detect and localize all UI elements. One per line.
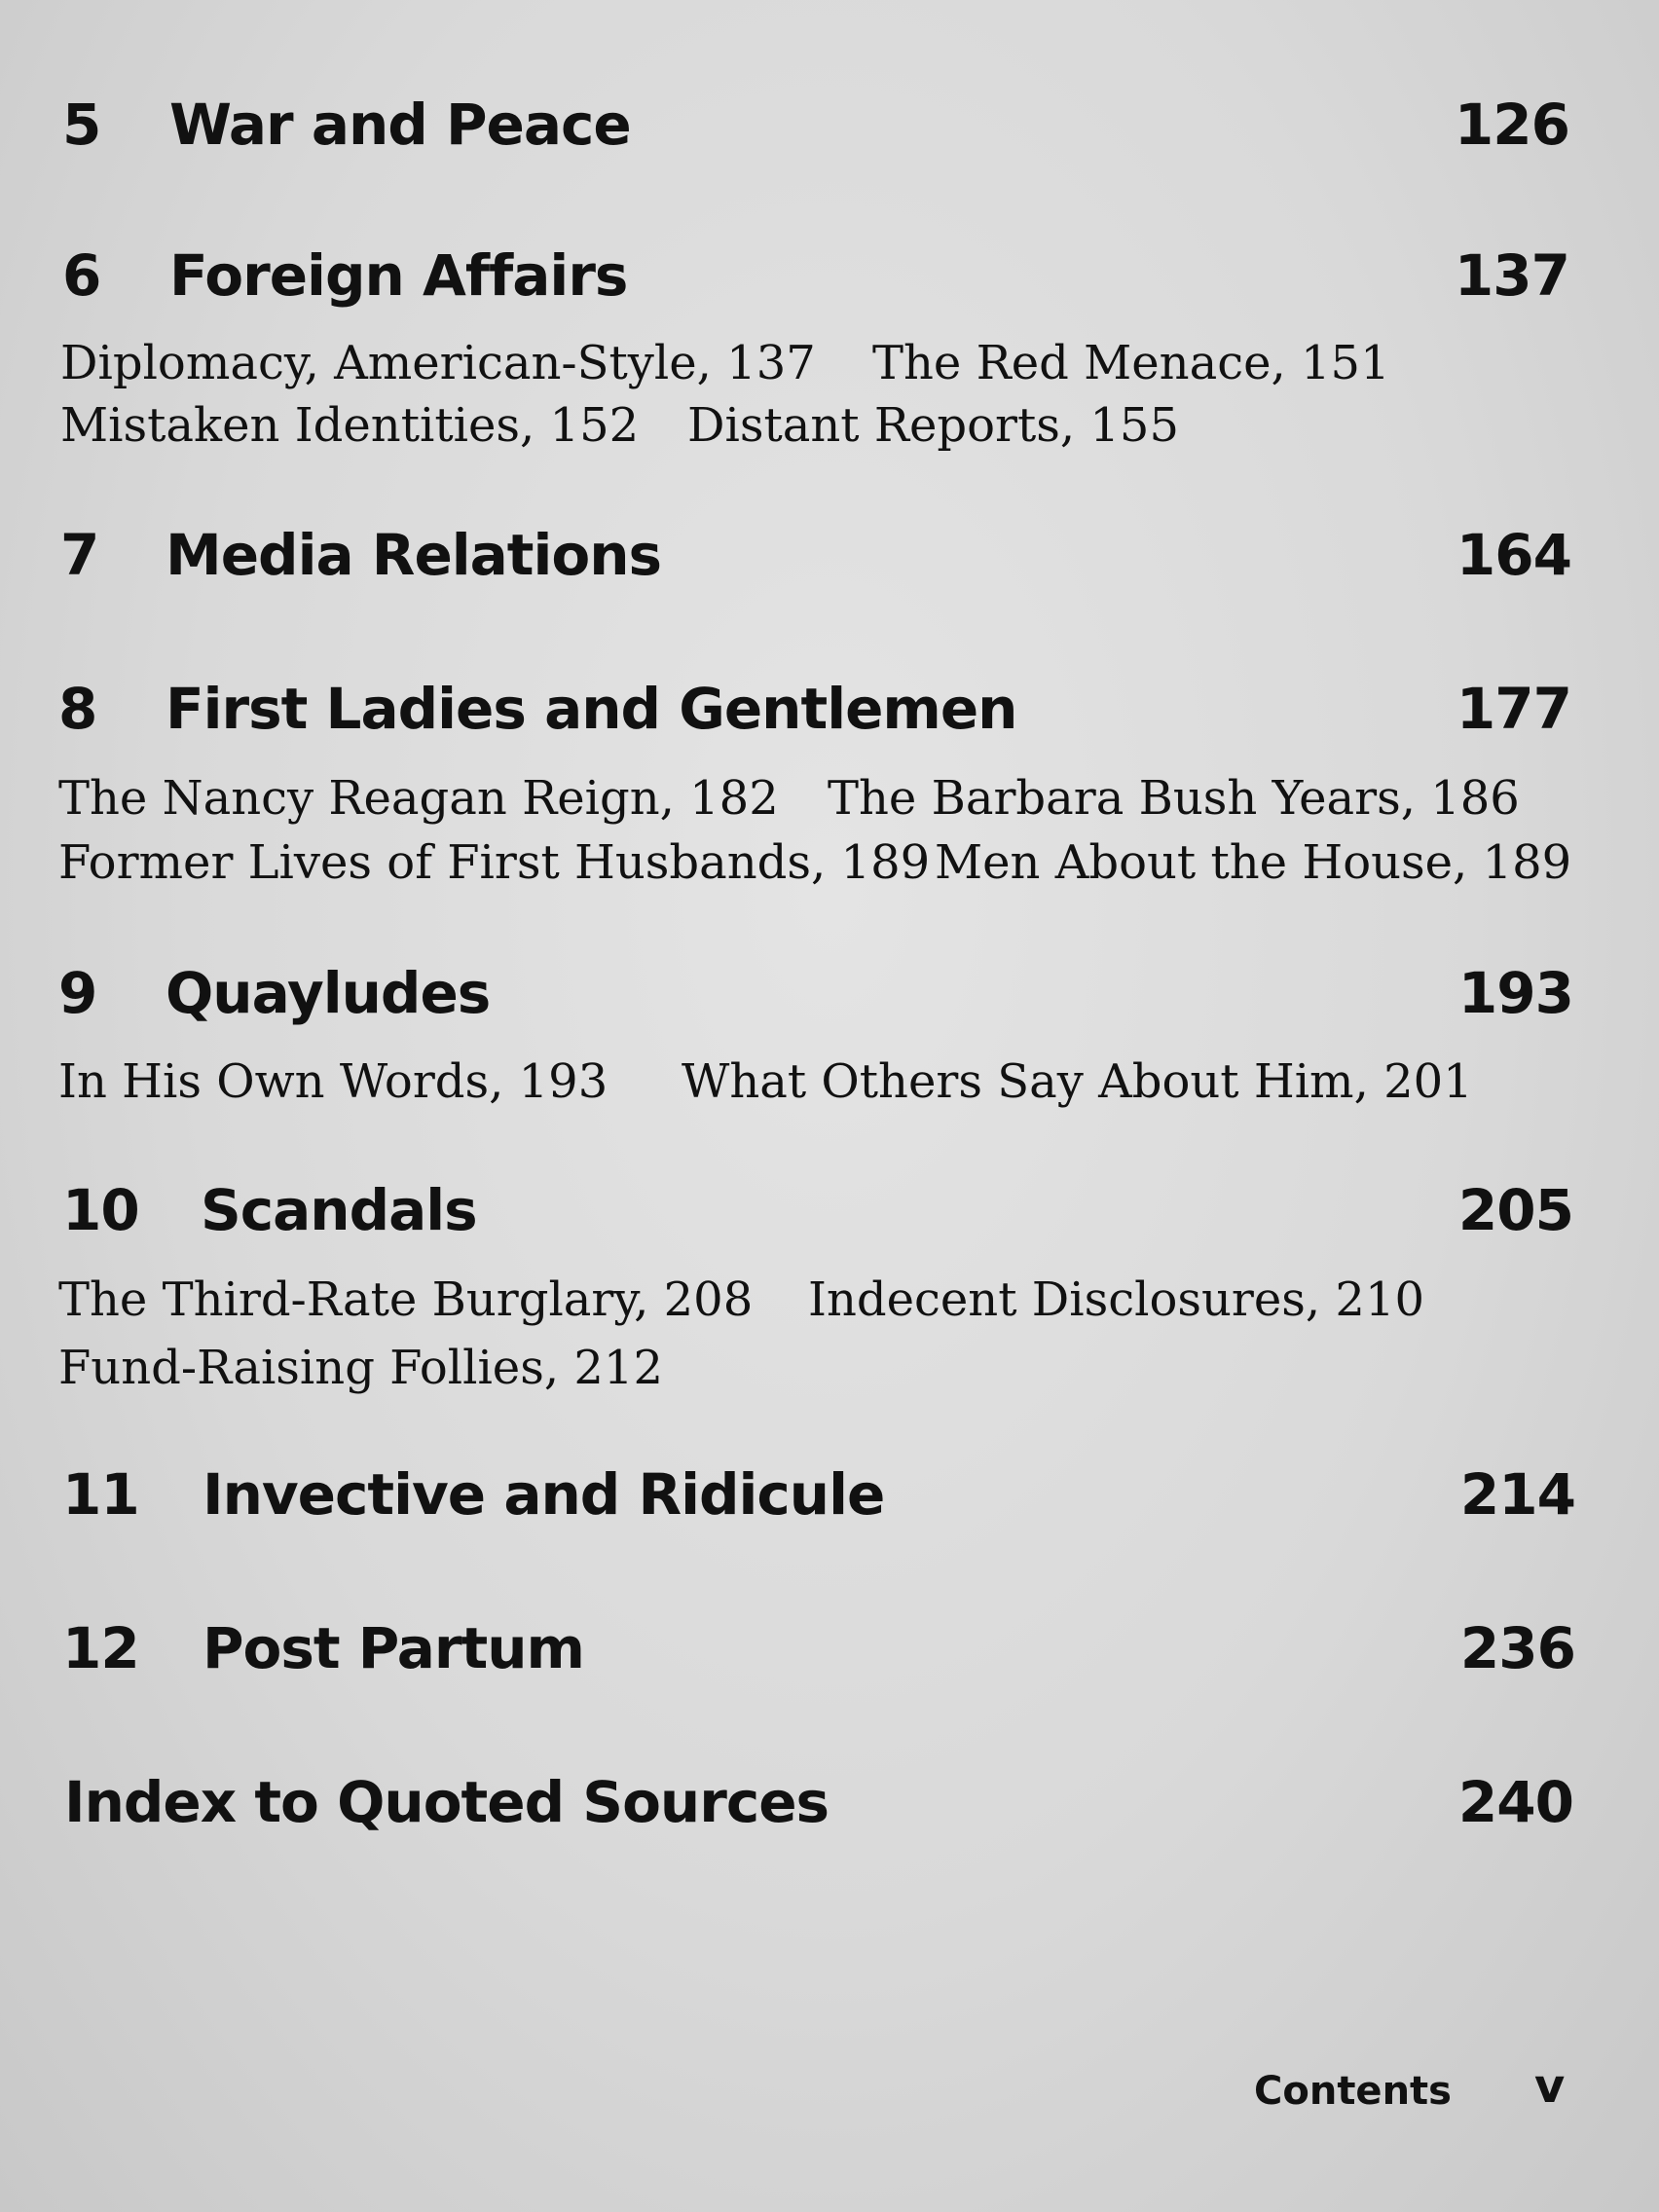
chapter-page-number: 137	[1454, 242, 1569, 309]
chapter-heading	[0, 665, 1659, 753]
chapter-number: 7	[60, 522, 99, 588]
section-entry: The Barbara Bush Years, 186	[828, 771, 1520, 826]
section-entry: The Nancy Reagan Reign, 182	[58, 771, 779, 826]
section-entry: In His Own Words, 193	[58, 1054, 608, 1109]
chapter-title: First Ladies and Gentlemen	[166, 676, 1017, 742]
chapter-number: 12	[62, 1615, 139, 1681]
folio-page-number: v	[1534, 2059, 1566, 2114]
chapter-heading	[0, 81, 1659, 168]
index-page-number: 240	[1457, 1769, 1573, 1835]
section-entry: What Others Say About Him, 201	[682, 1054, 1473, 1109]
chapter-title: Invective and Ridicule	[203, 1461, 885, 1528]
chapter-number: 5	[62, 92, 101, 158]
chapter-number: 11	[62, 1461, 139, 1528]
section-entry: The Red Menace, 151	[872, 336, 1390, 390]
chapter-title: Scandals	[201, 1177, 477, 1243]
section-entry: Mistaken Identities, 152	[60, 398, 640, 453]
section-entry: Diplomacy, American-Style, 137	[60, 336, 816, 390]
section-entry: Fund-Raising Follies, 212	[58, 1341, 663, 1395]
section-entry: Former Lives of First Husbands, 189	[58, 835, 931, 890]
chapter-page-number: 236	[1459, 1615, 1575, 1681]
running-footer-label: Contents	[1254, 2069, 1452, 2114]
chapter-title: Foreign Affairs	[169, 242, 628, 309]
chapter-title: Media Relations	[166, 522, 662, 588]
chapter-title: War and Peace	[169, 92, 631, 158]
section-line	[58, 1268, 1577, 1332]
chapter-number: 10	[62, 1177, 139, 1243]
chapter-number: 6	[62, 242, 101, 309]
chapter-page-number: 177	[1456, 676, 1571, 742]
chapter-heading	[0, 1166, 1659, 1254]
section-line	[60, 331, 1579, 395]
index-heading	[0, 1758, 1659, 1846]
chapter-heading	[0, 232, 1659, 319]
chapter-heading	[0, 1451, 1659, 1538]
chapter-page-number: 205	[1457, 1177, 1573, 1243]
chapter-page-number: 164	[1456, 522, 1571, 588]
section-line	[60, 393, 1579, 458]
chapter-title: Quayludes	[166, 960, 491, 1026]
section-line	[58, 766, 1577, 830]
chapter-heading	[0, 1604, 1659, 1692]
section-entry: Indecent Disclosures, 210	[808, 1272, 1425, 1327]
section-entry: Men About the House, 189	[935, 835, 1572, 890]
chapter-number: 9	[58, 960, 97, 1026]
chapter-page-number: 126	[1454, 92, 1569, 158]
chapter-number: 8	[58, 676, 97, 742]
section-line	[58, 1336, 1577, 1400]
chapter-page-number: 214	[1459, 1461, 1575, 1528]
section-line	[58, 830, 1577, 895]
chapter-heading	[0, 949, 1659, 1037]
chapter-page-number: 193	[1457, 960, 1573, 1026]
section-entry: Distant Reports, 155	[687, 398, 1180, 453]
section-entry: The Third-Rate Burglary, 208	[58, 1272, 754, 1327]
chapter-title: Post Partum	[203, 1615, 584, 1681]
section-line	[58, 1050, 1577, 1114]
index-title: Index to Quoted Sources	[64, 1769, 830, 1835]
chapter-heading	[0, 511, 1659, 599]
